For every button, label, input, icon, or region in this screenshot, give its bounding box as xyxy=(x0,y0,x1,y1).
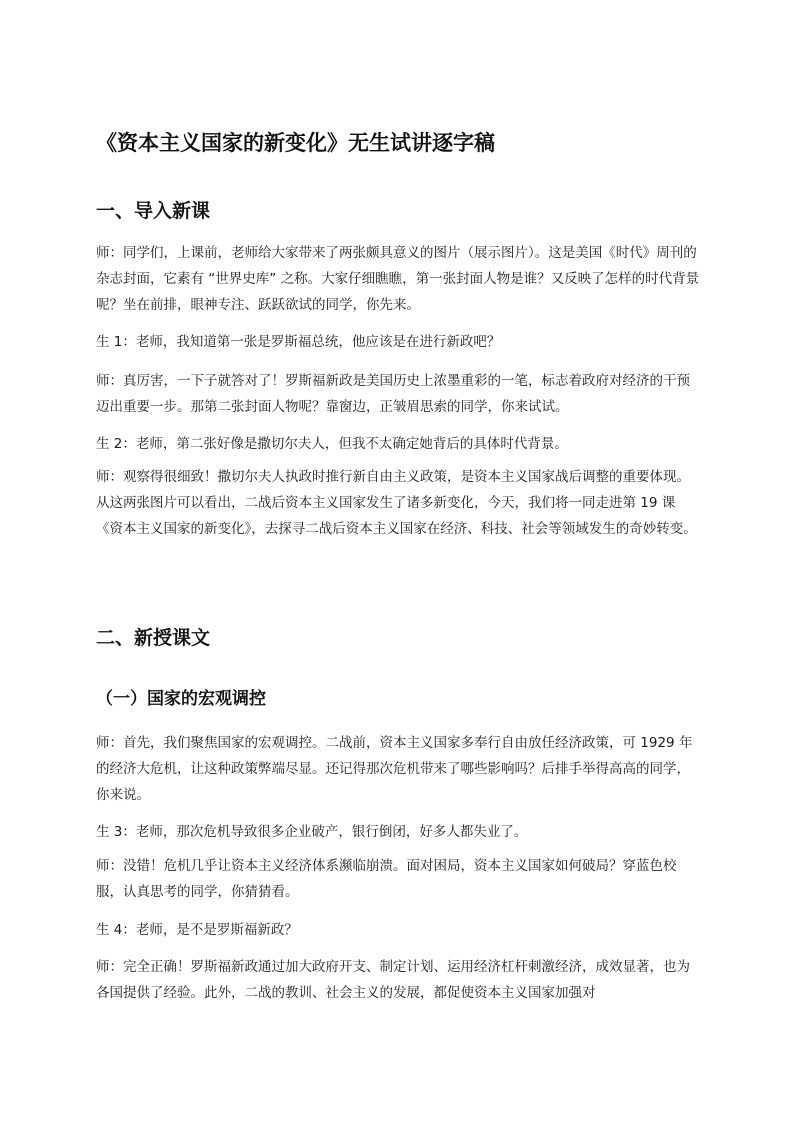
paragraph: 师：观察得很细致！撒切尔夫人执政时推行新自由主义政策，是资本主义国家战后调整的重要体现。从这两张图片可以看出，二战后资本主义国家发生了诸多新变化，今天，我们将一同走进第 19 课《资本主义国家的新变化》，去探寻二战后资本主义国家在经济、科技、社会等领域发生的奇妙转变。 xyxy=(96,469,697,537)
paragraph: 生 2：老师，第二张好像是撒切尔夫人，但我不太确定她背后的具体时代背景。 xyxy=(96,436,568,452)
paragraph: 师：首先，我们聚焦国家的宏观调控。二战前，资本主义国家多奉行自由放任经济政策，可 1929 年的经济大危机，让这种政策弊端尽显。还记得那次危机带来了哪些影响吗？后排手举得高高的同学，你来说。 xyxy=(96,735,693,803)
section-heading-new-lesson: 二、新授课文 xyxy=(96,627,211,649)
subsection-heading-macro-control: （一）国家的宏观调控 xyxy=(96,689,266,709)
paragraph: 生 3：老师，那次危机导致很多企业破产，银行倒闭，好多人都失业了。 xyxy=(96,824,528,840)
paragraph: 生 4：老师，是不是罗斯福新政？ xyxy=(96,922,298,938)
paragraph: 师：同学们，上课前，老师给大家带来了两张颇具意义的图片（展示图片）。这是美国《时代》周刊的杂志封面，它素有 “世界史库” 之称。大家仔细瞧瞧，第一张封面人物是谁？又反映了怎样的时代背景呢？坐在前排，眼神专注、跃跃欲试的同学，你先来。 xyxy=(96,245,700,313)
document-title: 《资本主义国家的新变化》无生试讲逐字稿 xyxy=(96,131,495,155)
paragraph: 师：没错！危机几乎让资本主义经济体系濒临崩溃。面对困局，资本主义国家如何破局？穿蓝色校服，认真思考的同学，你猜猜看。 xyxy=(96,858,677,900)
paragraph: 师：完全正确！罗斯福新政通过加大政府开支、制定计划、运用经济杠杆刺激经济，成效显著，也为各国提供了经验。此外，二战的教训、社会主义的发展，都促使资本主义国家加强对 xyxy=(96,959,690,1001)
paragraph: 生 1：老师，我知道第一张是罗斯福总统，他应该是在进行新政吧？ xyxy=(96,334,501,350)
paragraph: 师：真厉害，一下子就答对了！罗斯福新政是美国历史上浓墨重彩的一笔，标志着政府对经济的干预迈出重要一步。那第二张封面人物呢？靠窗边，正皱眉思索的同学，你来试试。 xyxy=(96,373,690,415)
section-heading-intro: 一、导入新课 xyxy=(96,200,211,222)
